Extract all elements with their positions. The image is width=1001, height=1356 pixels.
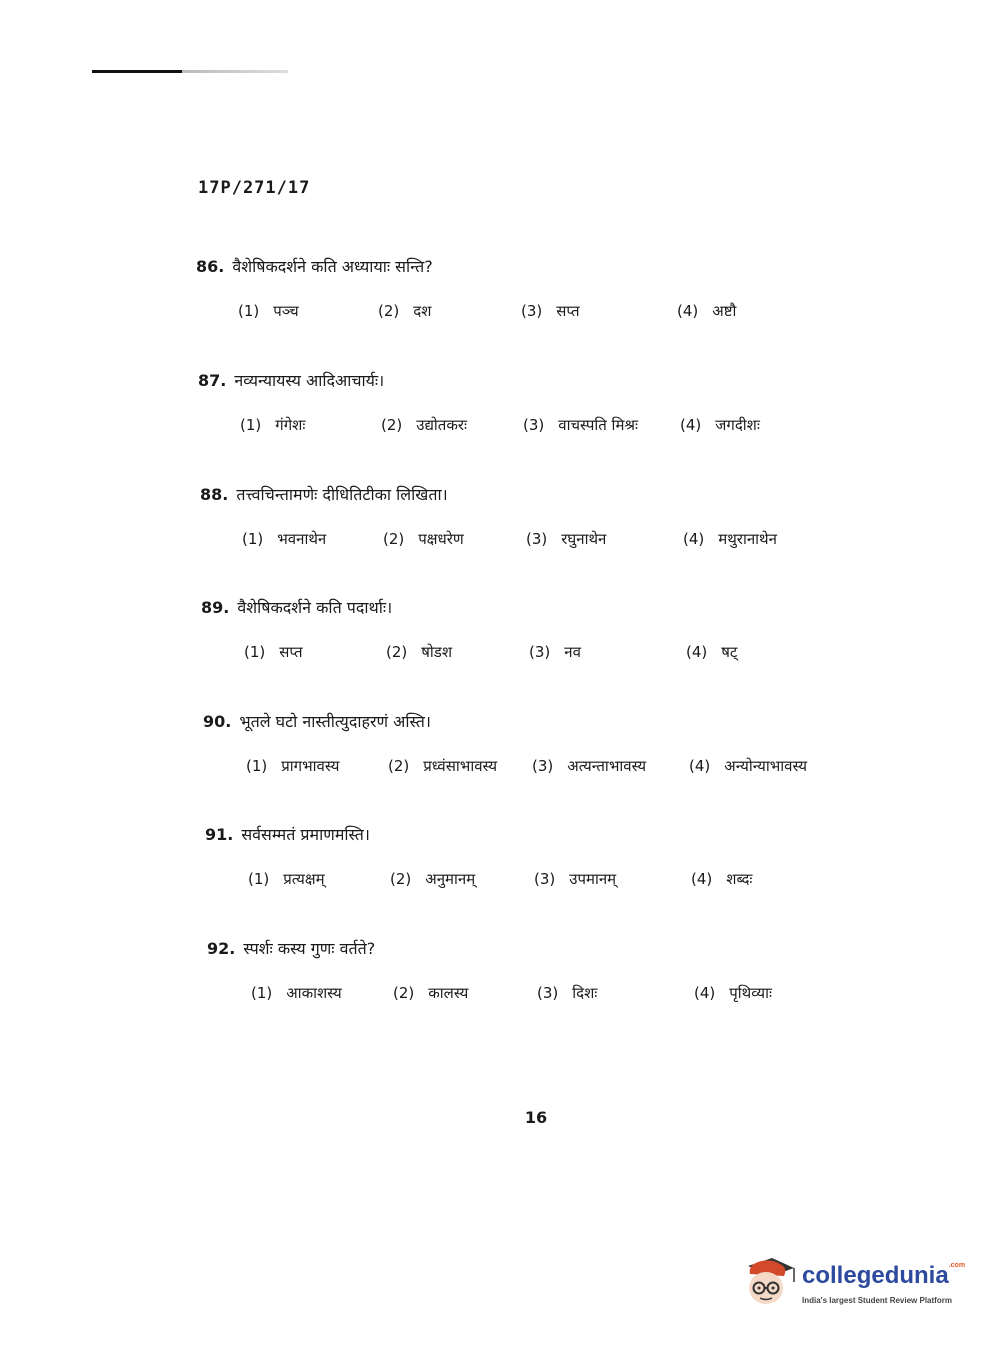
question-91 bbox=[0, 823, 1001, 923]
option-2: (2) उद्योतकरः bbox=[381, 416, 468, 434]
question-87 bbox=[0, 369, 1001, 469]
question-stem bbox=[203, 710, 431, 732]
option-1: (1) प्रत्यक्षम् bbox=[248, 870, 325, 888]
option-1: (1) पञ्च bbox=[238, 302, 299, 320]
option-1: (1) प्रागभावस्य bbox=[246, 757, 340, 775]
option-1: (1) आकाशस्य bbox=[251, 984, 342, 1002]
page-number: 16 bbox=[524, 1108, 548, 1127]
option-2: (2) दश bbox=[378, 302, 432, 320]
option-1: (1) सप्त bbox=[244, 643, 303, 661]
brand-tagline: India's largest Student Review Platform bbox=[802, 1296, 952, 1305]
mascot-icon bbox=[740, 1252, 800, 1312]
question-stem bbox=[205, 823, 370, 845]
question-86 bbox=[0, 255, 1001, 355]
question-text: वैशेषिकदर्शने कति अध्यायाः सन्ति? bbox=[232, 257, 433, 276]
option-2: (2) पक्षधरेण bbox=[383, 530, 464, 548]
question-stem bbox=[207, 937, 375, 959]
option-3: (3) नव bbox=[529, 643, 581, 661]
question-number: 87. bbox=[198, 371, 227, 390]
brand-name: collegedunia$^{.com}$ bbox=[802, 1262, 966, 1289]
option-4: (4) अन्योन्याभावस्य bbox=[689, 757, 808, 775]
question-number: 92. bbox=[207, 939, 236, 958]
option-4: (4) षट् bbox=[686, 643, 738, 661]
question-text: नव्यन्यायस्य आदिआचार्यः। bbox=[234, 371, 385, 390]
question-stem bbox=[200, 483, 448, 505]
option-4: (4) जगदीशः bbox=[680, 416, 760, 434]
question-text: तत्त्वचिन्तामणेः दीधितिटीका लिखिता। bbox=[236, 485, 448, 504]
option-3: (3) वाचस्पति मिश्रः bbox=[523, 416, 639, 434]
question-stem bbox=[198, 369, 384, 391]
question-number: 88. bbox=[200, 485, 229, 504]
question-92 bbox=[0, 937, 1001, 1037]
option-4: (4) पृथिव्याः bbox=[694, 984, 772, 1002]
option-3: (3) उपमानम् bbox=[534, 870, 617, 888]
option-2: (2) प्रध्वंसाभावस्य bbox=[388, 757, 498, 775]
question-88 bbox=[0, 483, 1001, 583]
option-1: (1) गंगेशः bbox=[240, 416, 306, 434]
collegedunia-watermark bbox=[740, 1250, 970, 1320]
option-4: (4) शब्दः bbox=[691, 870, 753, 888]
option-2: (2) षोडश bbox=[386, 643, 453, 661]
question-stem bbox=[196, 255, 433, 277]
question-90 bbox=[0, 710, 1001, 810]
top-rule bbox=[92, 70, 288, 73]
question-89 bbox=[0, 596, 1001, 696]
option-2: (2) अनुमानम् bbox=[390, 870, 476, 888]
paper-code: 17P/271/17 bbox=[198, 178, 311, 198]
question-number: 90. bbox=[203, 712, 232, 731]
question-text: वैशेषिकदर्शने कति पदार्थाः। bbox=[237, 598, 393, 617]
option-4: (4) अष्टौ bbox=[677, 302, 737, 320]
option-1: (1) भवनाथेन bbox=[242, 530, 327, 548]
question-text: सर्वसम्मतं प्रमाणमस्ति। bbox=[241, 825, 370, 844]
option-3: (3) सप्त bbox=[521, 302, 580, 320]
option-3: (3) दिशः bbox=[537, 984, 598, 1002]
question-text: भूतले घटो नास्तीत्युदाहरणं अस्ति। bbox=[239, 712, 431, 731]
question-number: 91. bbox=[205, 825, 234, 844]
question-number: 89. bbox=[201, 598, 230, 617]
question-number: 86. bbox=[196, 257, 225, 276]
option-4: (4) मथुरानाथेन bbox=[683, 530, 777, 548]
option-3: (3) अत्यन्ताभावस्य bbox=[532, 757, 647, 775]
option-3: (3) रघुनाथेन bbox=[526, 530, 607, 548]
question-stem bbox=[201, 596, 392, 618]
option-2: (2) कालस्य bbox=[393, 984, 469, 1002]
question-text: स्पर्शः कस्य गुणः वर्तते? bbox=[243, 939, 376, 958]
